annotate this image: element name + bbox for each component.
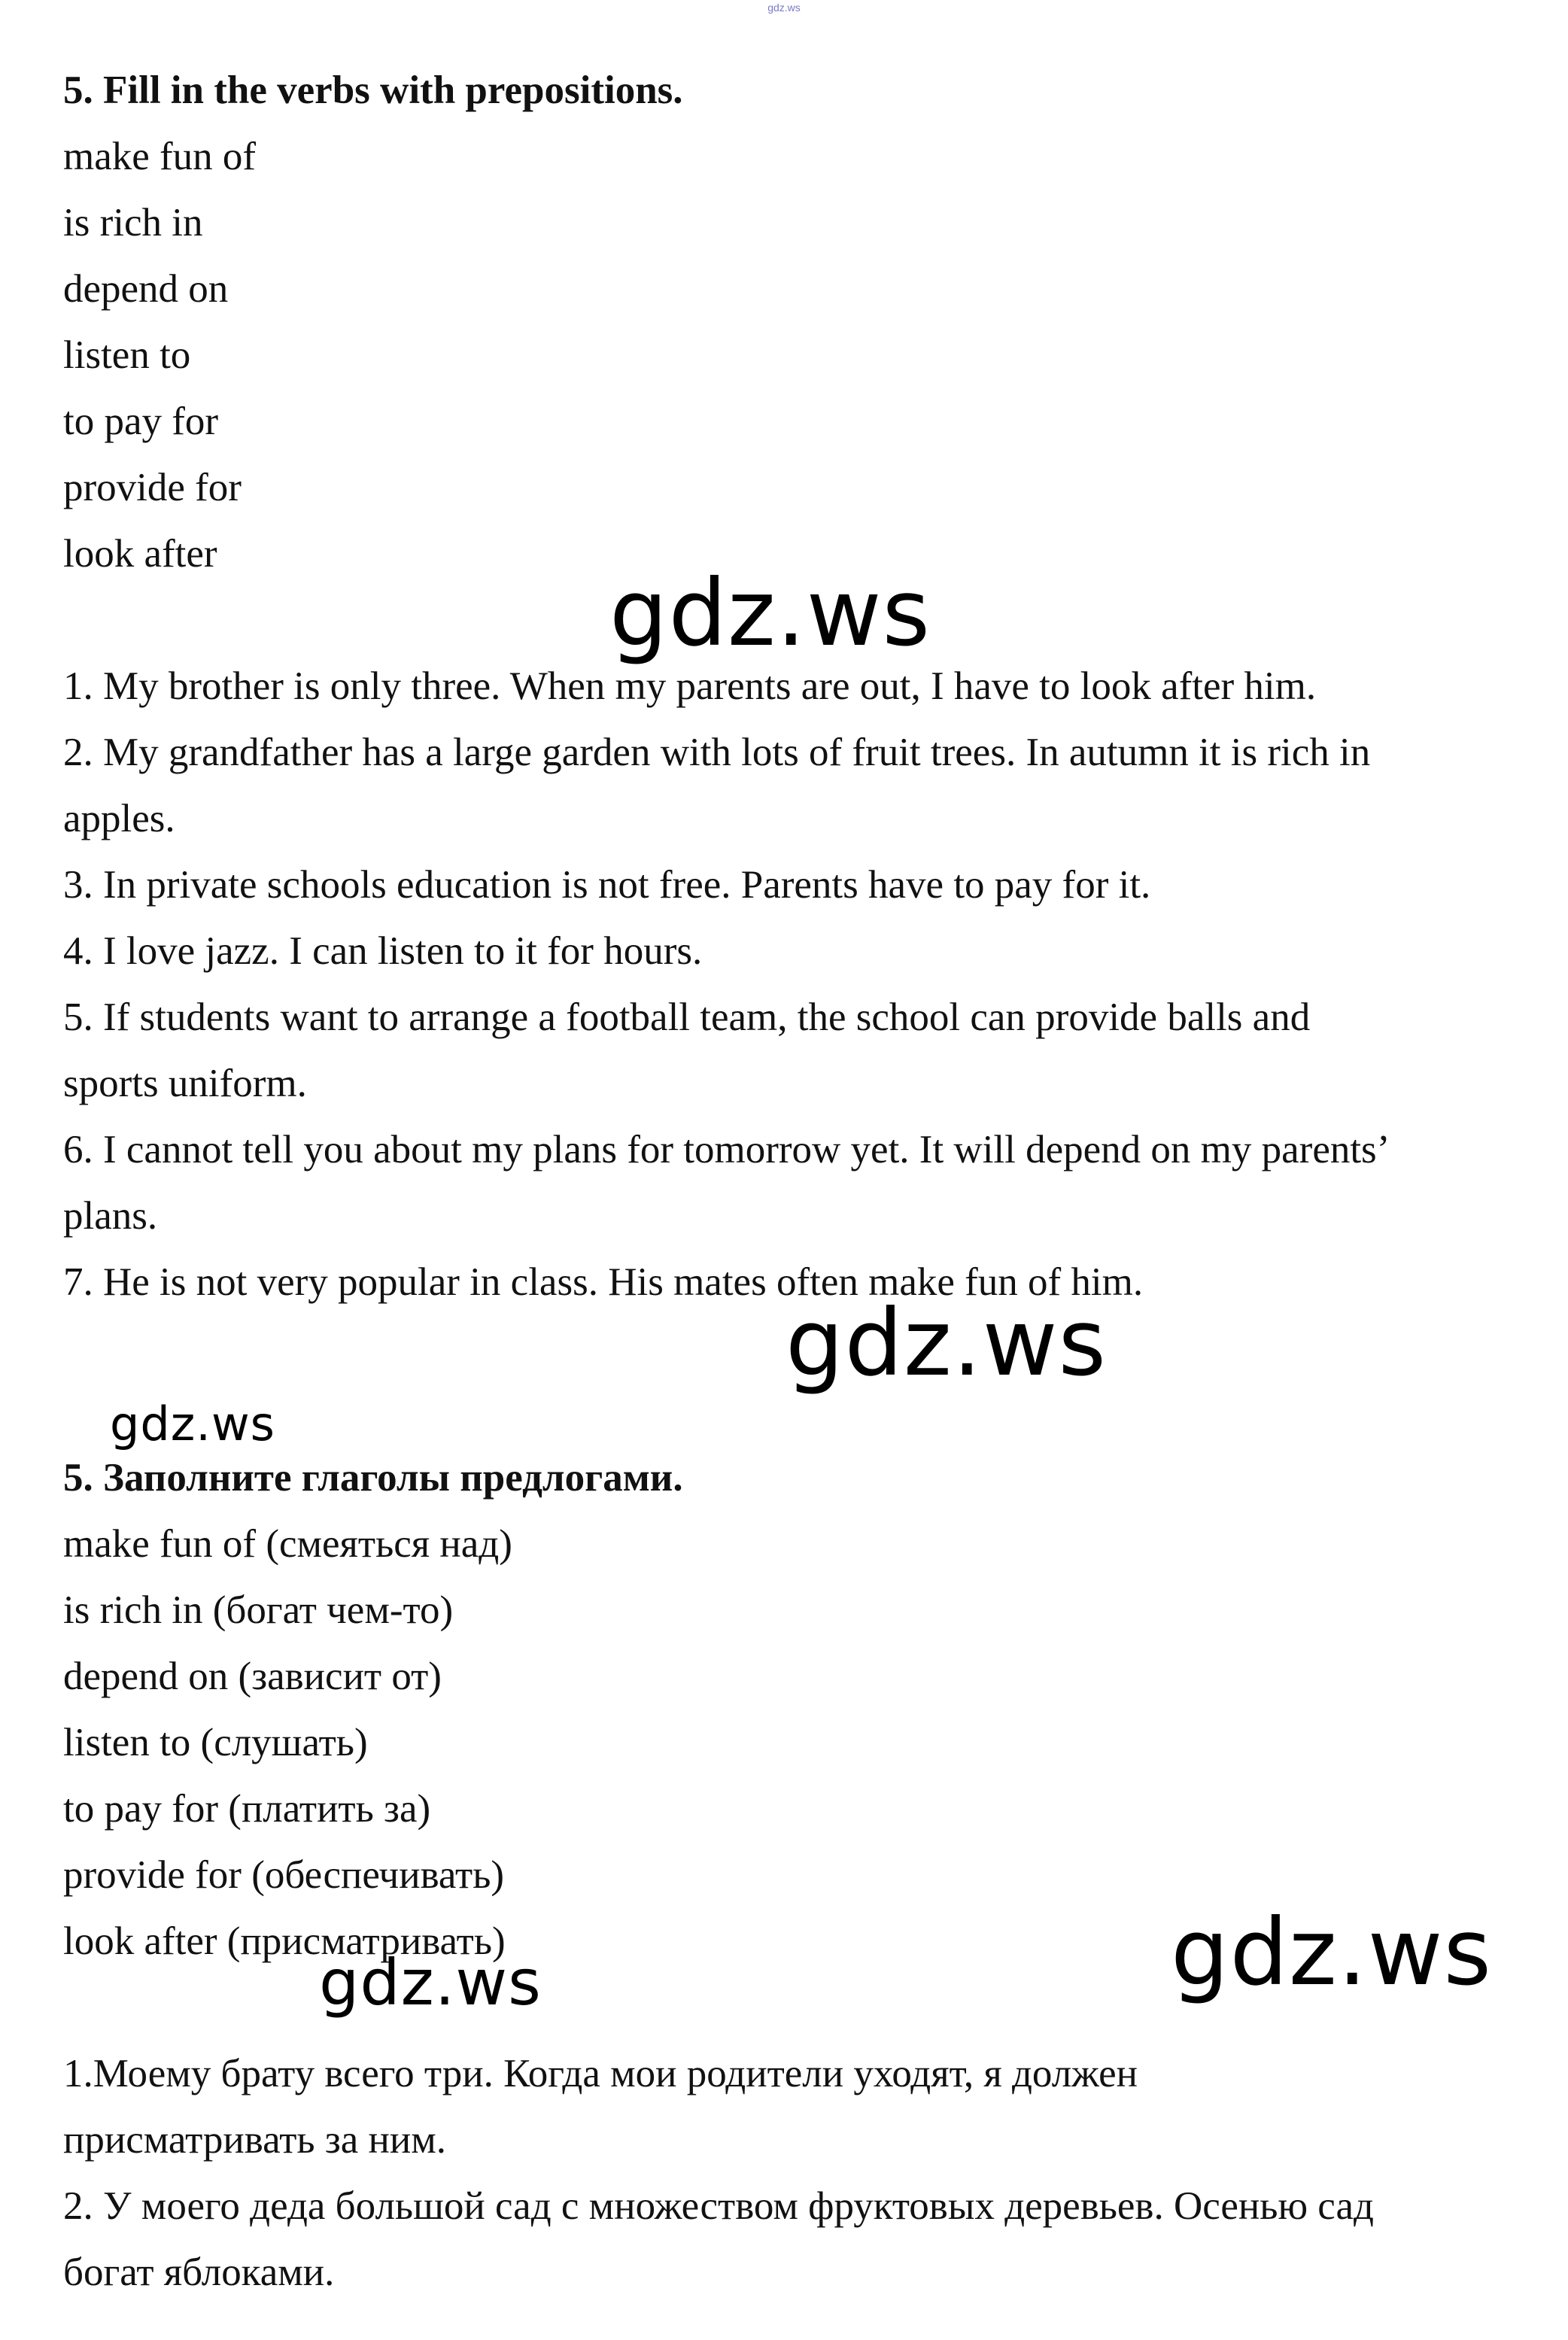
watermark: gdz.ws: [786, 1290, 1108, 1396]
answer-line: plans.: [63, 1194, 158, 1238]
answer-line: 3. In private schools education is not free. Parents have to pay for it.: [63, 863, 1151, 907]
watermark: gdz.ws: [1171, 1899, 1493, 2006]
answer-line: apples.: [63, 797, 175, 840]
english-answers: [63, 653, 1545, 1315]
verb-item: look after: [63, 532, 217, 576]
watermark: gdz.ws: [609, 560, 931, 667]
answer-line: 5. If students want to arrange a football team, the school can provide balls and: [63, 995, 1311, 1039]
verb-item: depend on: [63, 267, 229, 311]
verb-item: listen to (слушать): [63, 1721, 368, 1764]
answer-line: 2. My grandfather has a large garden with lots of fruit trees. In autumn it is rich in: [63, 731, 1371, 774]
verb-item: to pay for: [63, 400, 219, 443]
verb-item: look after (присматривать): [63, 1919, 506, 1963]
top-watermark: gdz.ws: [767, 2, 801, 14]
answer-line: 2. У моего деда большой сад с множеством фруктовых деревьев. Осенью сад: [63, 2184, 1374, 2228]
english-section: [63, 57, 1545, 587]
russian-answers: [63, 2041, 1545, 2305]
answer-line: 1.Моему брату всего три. Когда мои родители уходят, я должен: [63, 2052, 1138, 2095]
verb-item: listen to: [63, 333, 191, 377]
verb-item: provide for (обеспечивать): [63, 1853, 505, 1897]
answer-line: 7. He is not very popular in class. His mates often make fun of him.: [63, 1260, 1144, 1304]
answer-line: присматривать за ним.: [63, 2118, 447, 2162]
english-heading: 5. Fill in the verbs with prepositions.: [63, 68, 683, 112]
answer-line: 4. I love jazz. I can listen to it for hours.: [63, 929, 703, 973]
answer-line: 6. I cannot tell you about my plans for tomorrow yet. It will depend on my parents’: [63, 1128, 1390, 1172]
watermark: gdz.ws: [319, 1946, 542, 2019]
verb-item: provide for: [63, 466, 242, 509]
english-verb-list: [63, 123, 1545, 587]
russian-section: [63, 1445, 1545, 1974]
answer-line: богат яблоками.: [63, 2250, 335, 2294]
verb-item: is rich in: [63, 201, 203, 245]
verb-item: make fun of: [63, 135, 257, 178]
answer-line: sports uniform.: [63, 1062, 307, 1105]
answer-line: 1. My brother is only three. When my parents are out, I have to look after him.: [63, 664, 1317, 708]
watermark: gdz.ws: [110, 1396, 275, 1451]
verb-item: is rich in (богат чем-то): [63, 1588, 454, 1632]
verb-item: to pay for (платить за): [63, 1787, 431, 1831]
russian-heading: 5. Заполните глаголы предлогами.: [63, 1456, 683, 1500]
verb-item: depend on (зависит от): [63, 1655, 442, 1698]
verb-item: make fun of (смеяться над): [63, 1522, 512, 1566]
